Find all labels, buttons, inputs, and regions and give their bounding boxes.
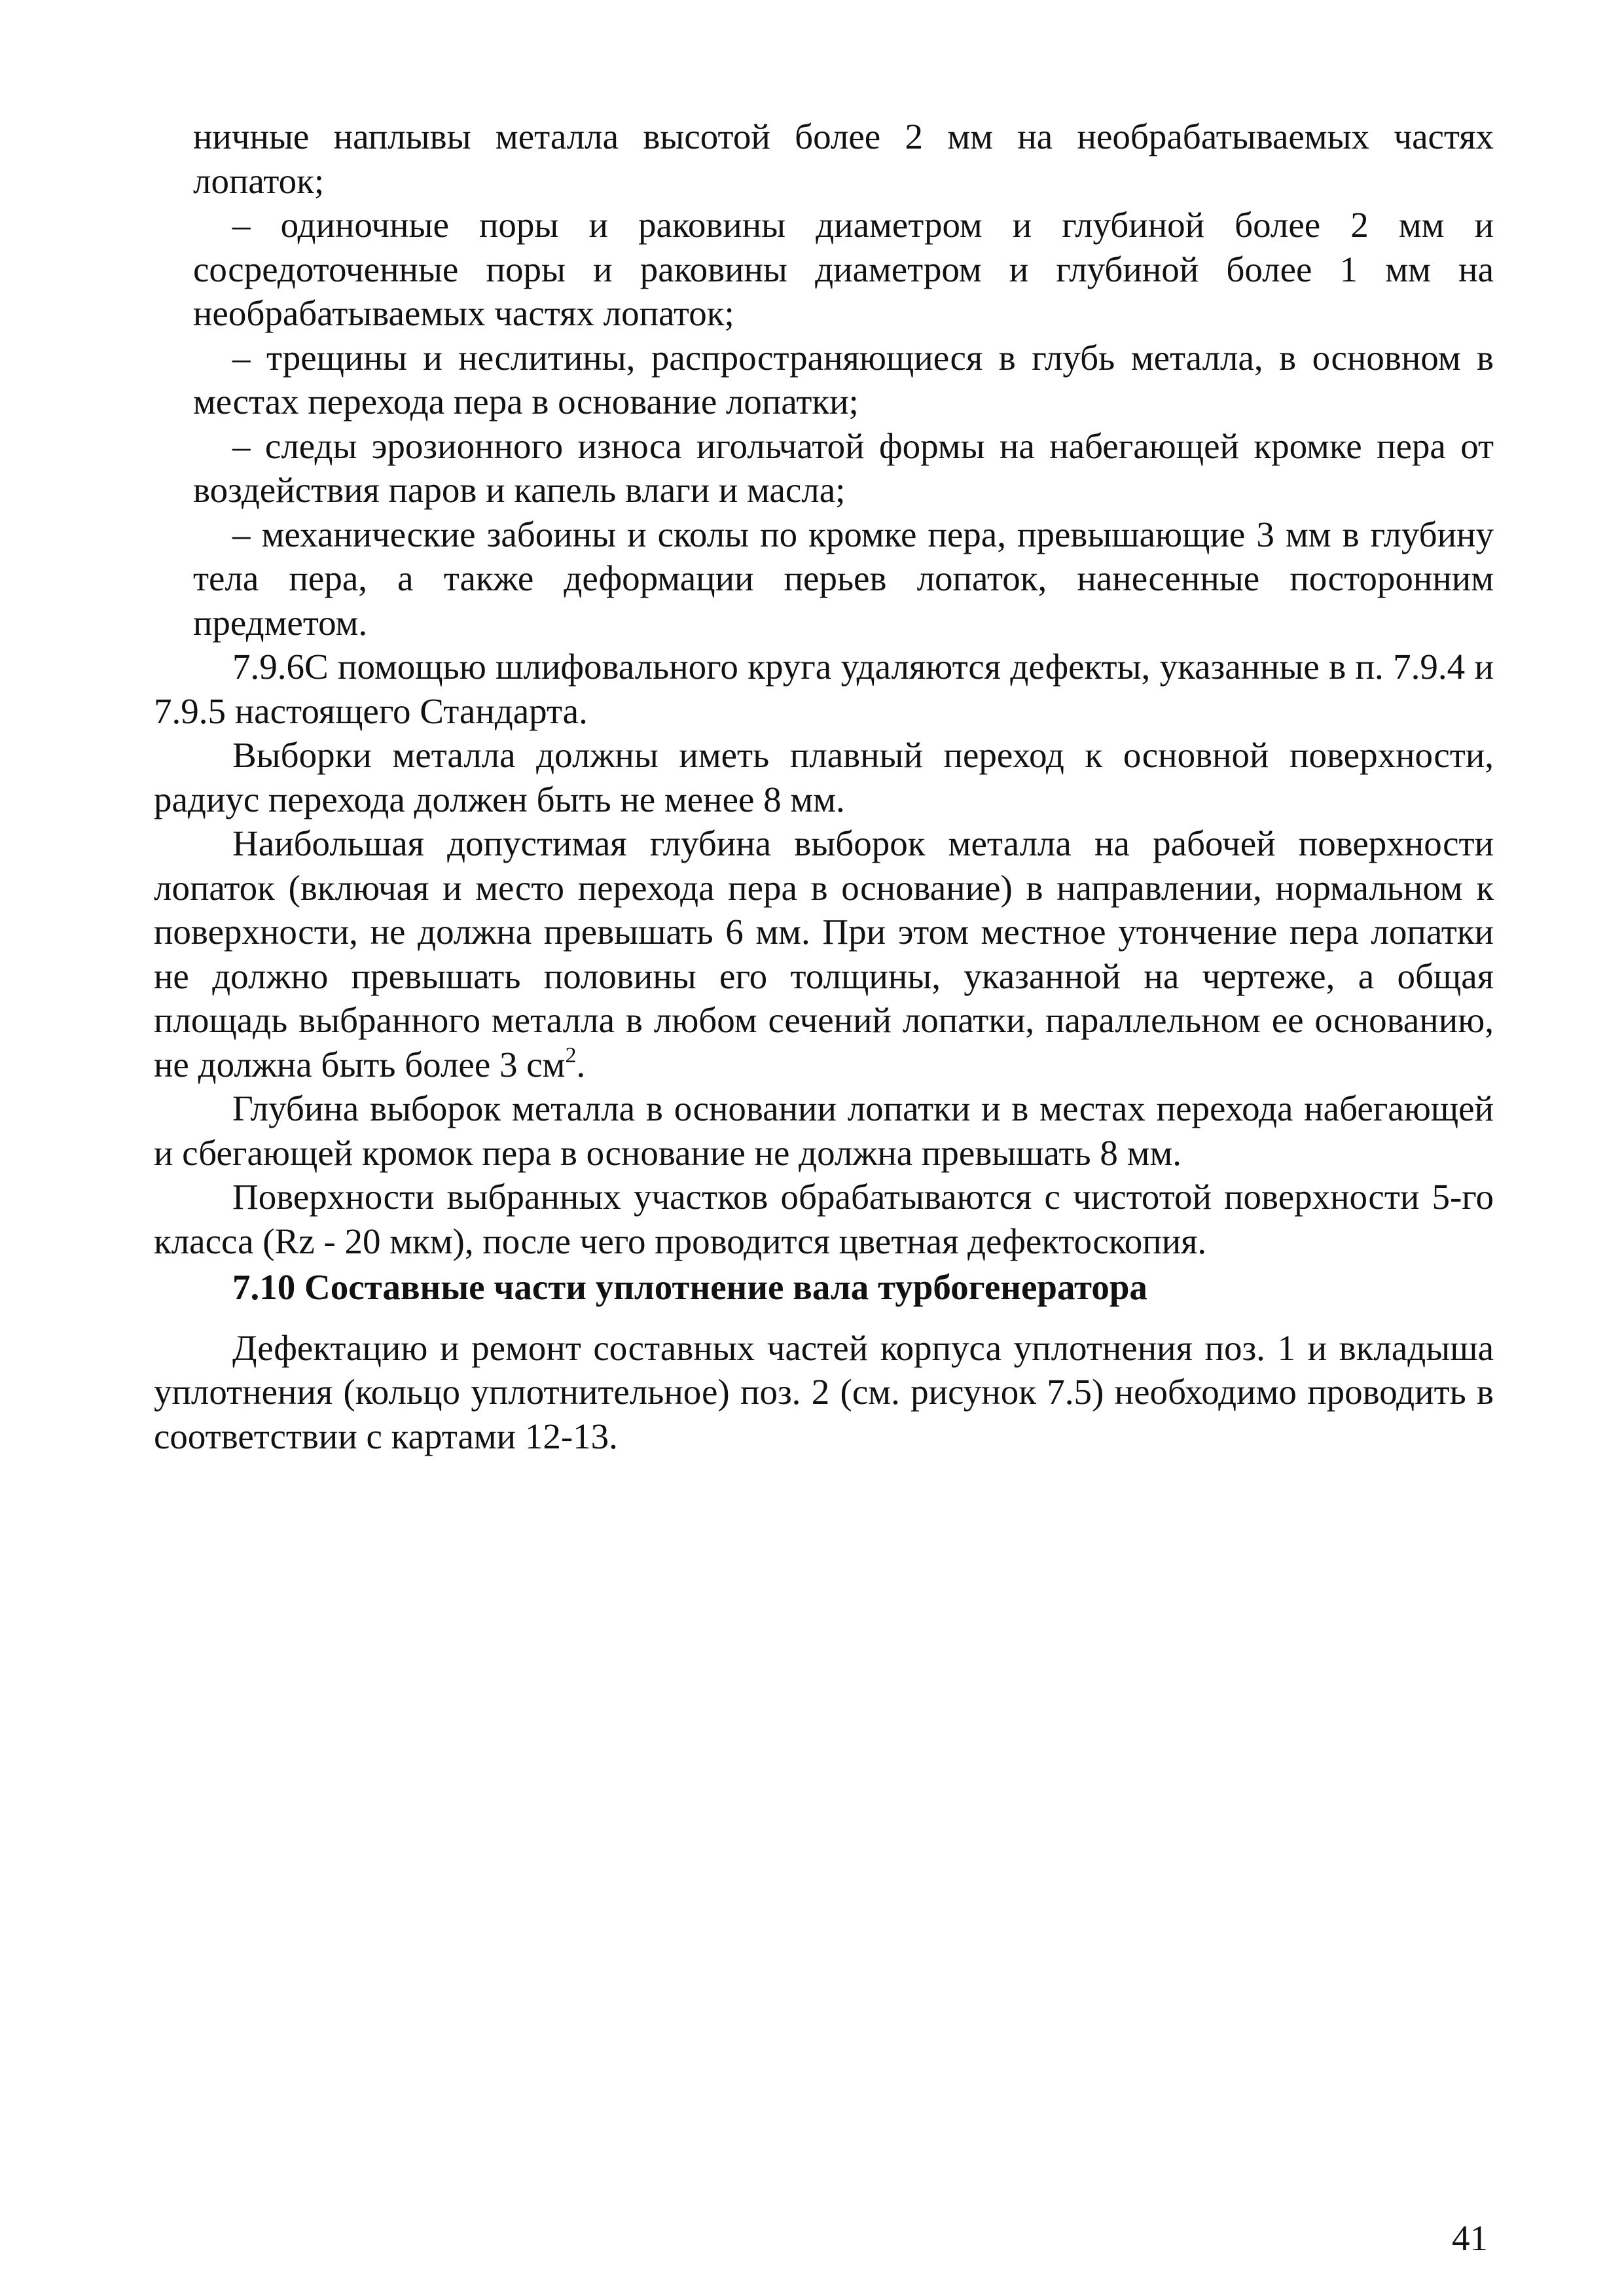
list-item-erosion <box>154 424 1494 512</box>
list-item-mechanical <box>154 512 1494 645</box>
section-heading: 7.10 Составные части уплотнение вала турбогенератора <box>232 1267 1147 1307</box>
list-item-cracks <box>154 336 1494 424</box>
list-item-pores <box>154 203 1494 336</box>
paragraph-grinding: 7.9.6С помощью шлифовального круга удаляются дефекты, указанные в п. 7.9.4 и 7.9.5 настоящего Стандарта. <box>154 647 1494 731</box>
paragraph-continuation: ничные наплывы металла высотой более 2 мм на необрабатываемых частях лопаток; <box>193 117 1494 201</box>
body-text <box>154 115 1494 1458</box>
superscript: 2 <box>565 1043 577 1067</box>
list-item-text: следы эрозионного износа игольчатой формы на набегающей кромке пера от воздействия паров и капель влаги и масла; <box>193 425 1494 510</box>
paragraph-defect-repair: Дефектацию и ремонт составных частей корпуса уплотнения поз. 1 и вкладыша уплотнения (кольцо уплотнительное) поз. 2 (см. рисунок 7.5) необходимо проводить в соответствии с картами 12-13. <box>154 1327 1494 1456</box>
paragraph-suffix: . <box>576 1044 586 1085</box>
page-number: 41 <box>1452 2218 1488 2258</box>
dash-marker: – <box>232 337 251 378</box>
dash-marker: – <box>232 205 251 245</box>
paragraph-surface-finish: Поверхности выбранных участков обрабатываются с чистотой поверхности 5-го класса (Rz - 20 мкм), после чего проводится цветная дефектоскопия. <box>154 1177 1494 1261</box>
dash-marker: – <box>232 425 251 466</box>
dash-marker: – <box>232 514 251 554</box>
list-item-text: одиночные поры и раковины диаметром и глубиной более 2 мм и сосредоточенные поры и раковины диаметром и глубиной более 1 мм на необрабатываемых частях лопаток; <box>193 205 1494 333</box>
paragraph-max-depth <box>154 821 1494 1086</box>
list-item-text: механические забоины и сколы по кромке пера, превышающие 3 мм в глубину тела пера, а также деформации перьев лопаток, нанесенные посторонним предметом. <box>193 514 1494 643</box>
paragraph-text: Наибольшая допустимая глубина выборок металла на рабочей поверхности лопаток (включая и место перехода пера в основание) в направлении, нормальном к поверхности, не должна превышать 6 мм. При этом местное утончение пера лопатки не должно превышать половины его толщины, указанной на чертеже, а общая площадь выбранного металла в любом сечений лопатки, параллельном ее основанию, не должна быть более 3 см <box>154 823 1494 1085</box>
paragraph-transition-radius: Выборки металла должны иметь плавный переход к основной поверхности, радиус перехода должен быть не менее 8 мм. <box>154 735 1494 819</box>
paragraph-base-depth: Глубина выборок металла в основании лопатки и в местах перехода набегающей и сбегающей кромок пера в основание не должна превышать 8 мм. <box>154 1088 1494 1173</box>
list-item-text: трещины и неслитины, распространяющиеся в глубь металла, в основном в местах перехода пера в основание лопатки; <box>193 337 1494 422</box>
